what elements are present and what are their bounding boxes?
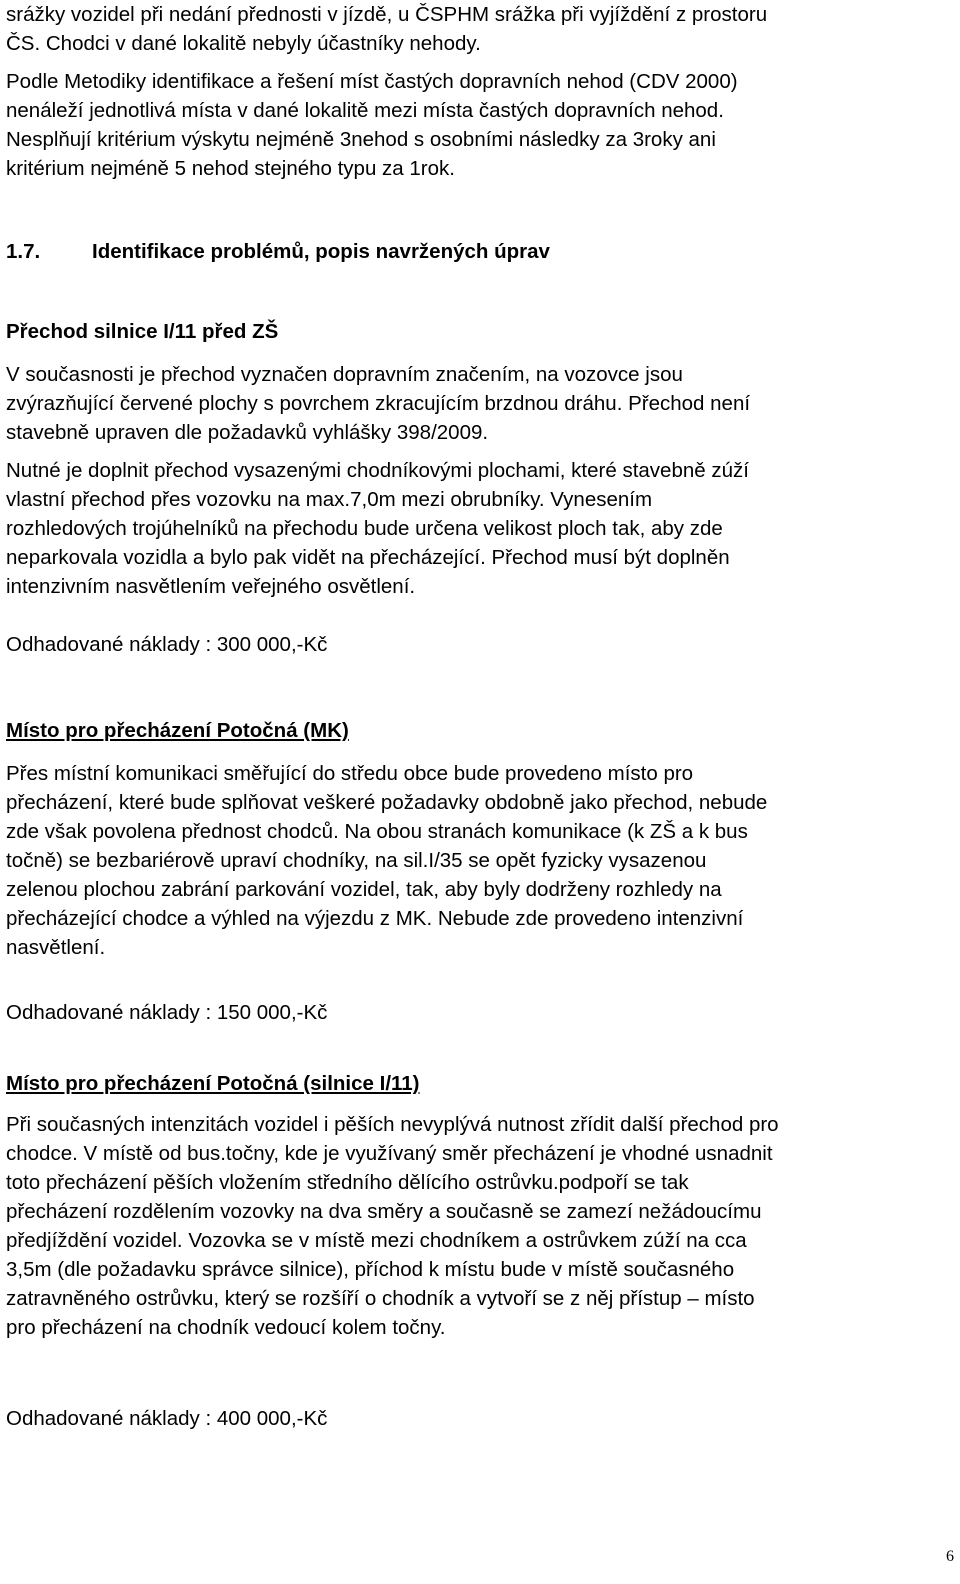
text-line: zvýrazňující červené plochy s povrchem zkracujícím brzdnou dráhu. Přechod není xyxy=(6,392,751,415)
text-line: nasvětlení. xyxy=(6,936,106,959)
item-title: Místo pro přecházení Potočná (silnice I/11) xyxy=(6,1072,420,1095)
text-line: přecházení, které bude splňovat veškeré požadavky obdobně jako přechod, nebude xyxy=(6,791,768,814)
item-paragraph xyxy=(6,456,749,601)
text-line: Při současných intenzitách vozidel i pěších nevyplývá nutnost zřídit další přechod pro xyxy=(6,1113,779,1136)
item-heading xyxy=(6,1069,420,1098)
cost-text: Odhadované náklady : 400 000,-Kč xyxy=(6,1407,328,1430)
text-line: srážky vozidel při nedání přednosti v jízdě, u ČSPHM srážka při vyjíždění z prostoru xyxy=(6,3,768,26)
cost-text: Odhadované náklady : 150 000,-Kč xyxy=(6,1001,328,1024)
text-line: zelenou plochou zabrání parkování vozidel, tak, aby byly dodrženy rozhledy na xyxy=(6,878,722,901)
text-line: nenáleží jednotlivá místa v dané lokalitě mezi místa častých dopravních nehod. xyxy=(6,99,724,122)
text-line: stavebně upraven dle požadavků vyhlášky 398/2009. xyxy=(6,421,489,444)
text-line: Podle Metodiky identifikace a řešení míst častých dopravních nehod (CDV 2000) xyxy=(6,70,738,93)
text-line: chodce. V místě od bus.točny, kde je využívaný směr přecházení je vhodné usnadnit xyxy=(6,1142,773,1165)
estimated-cost xyxy=(6,1404,327,1433)
intro-paragraph-1 xyxy=(6,0,767,58)
item-title: Přechod silnice I/11 před ZŠ xyxy=(6,320,279,343)
text-line: kritérium nejméně 5 nehod stejného typu za 1rok. xyxy=(6,157,455,180)
text-line: V současnosti je přechod vyznačen dopravním značením, na vozovce jsou xyxy=(6,363,683,386)
cost-text: Odhadované náklady : 300 000,-Kč xyxy=(6,633,328,656)
text-line: intenzivním nasvětlením veřejného osvětlení. xyxy=(6,575,416,598)
intro-paragraph-2 xyxy=(6,67,738,183)
section-number: 1.7. xyxy=(6,240,41,263)
item-title: Místo pro přecházení Potočná (MK) xyxy=(6,719,349,742)
text-line: zatravněného ostrůvku, který se rozšíří o chodník a vytvoří se z něj přístup – místo xyxy=(6,1287,755,1310)
text-line: přecházení rozdělením vozovky na dva směry a současně se zamezí nežádoucímu xyxy=(6,1200,762,1223)
text-line: pro přecházení na chodník vedoucí kolem točny. xyxy=(6,1316,446,1339)
text-line: točně) se bezbariérově upraví chodníky, na sil.I/35 se opět fyzicky vysazenou xyxy=(6,849,707,872)
item-paragraph xyxy=(6,360,750,447)
estimated-cost xyxy=(6,630,327,659)
text-line: předjíždění vozidel. Vozovka se v místě mezi chodníkem a ostrůvkem zúží na cca xyxy=(6,1229,747,1252)
item-heading xyxy=(6,716,349,745)
estimated-cost xyxy=(6,998,327,1027)
item-heading xyxy=(6,317,278,346)
item-paragraph xyxy=(6,1110,779,1342)
text-line: 3,5m (dle požadavku správce silnice), příchod k místu bude v místě současného xyxy=(6,1258,735,1281)
text-line: přecházející chodce a výhled na výjezdu z MK. Nebude zde provedeno intenzivní xyxy=(6,907,744,930)
section-title: Identifikace problémů, popis navržených úprav xyxy=(92,240,550,263)
text-line: ČS. Chodci v dané lokalitě nebyly účastníky nehody. xyxy=(6,32,481,55)
text-line: toto přecházení pěších vložením středního dělícího ostrůvku.podpoří se tak xyxy=(6,1171,689,1194)
text-line: neparkovala vozidla a bylo pak vidět na přecházející. Přechod musí být doplněn xyxy=(6,546,730,569)
text-line: zde však povolena přednost chodců. Na obou stranách komunikace (k ZŠ a k bus xyxy=(6,820,748,843)
section-heading xyxy=(6,237,550,266)
item-paragraph xyxy=(6,759,767,962)
text-line: vlastní přechod přes vozovku na max.7,0m mezi obrubníky. Vynesením xyxy=(6,488,653,511)
text-line: Nutné je doplnit přechod vysazenými chodníkovými plochami, které stavebně zúží xyxy=(6,459,749,482)
page-number: 6 xyxy=(946,1548,954,1565)
text-line: Nesplňují kritérium výskytu nejméně 3nehod s osobními následky za 3roky ani xyxy=(6,128,716,151)
text-line: Přes místní komunikaci směřující do středu obce bude provedeno místo pro xyxy=(6,762,694,785)
text-line: rozhledových trojúhelníků na přechodu bude určena velikost ploch tak, aby zde xyxy=(6,517,723,540)
